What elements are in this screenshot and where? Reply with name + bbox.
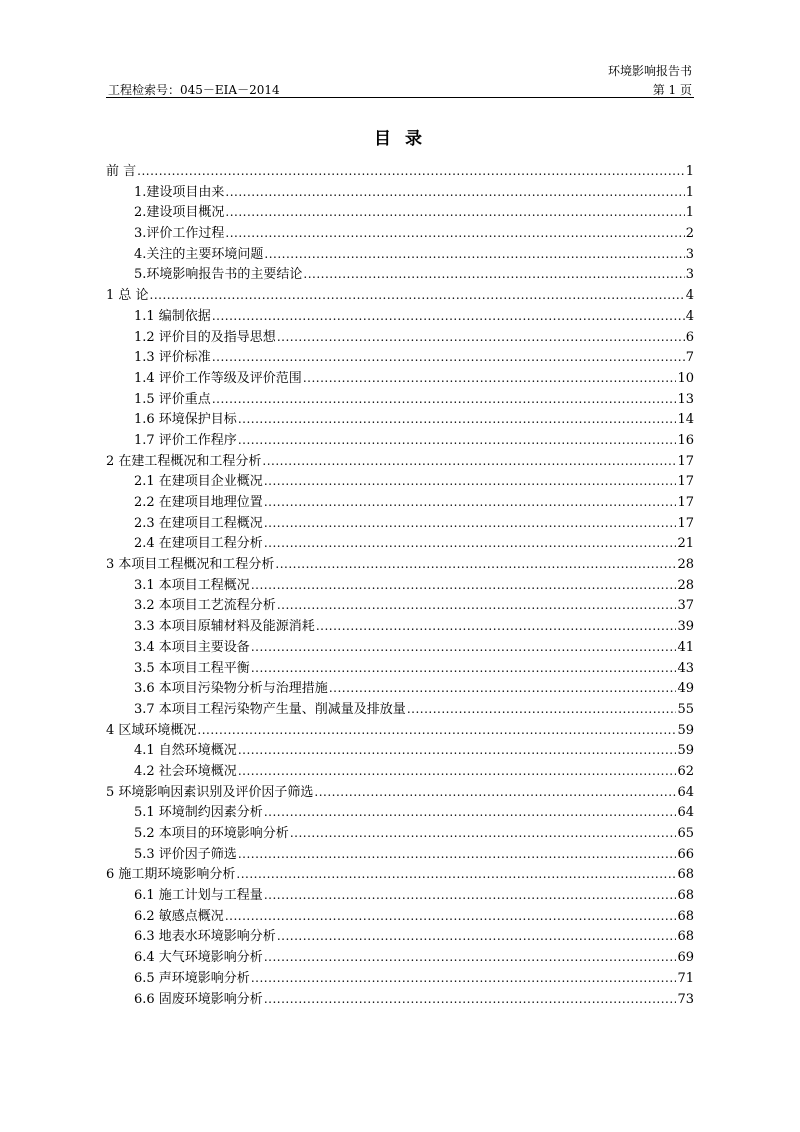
toc-entry-title: 6.3 地表水环境影响分析	[134, 929, 276, 945]
toc-dot-leader	[314, 782, 676, 803]
toc-entry-page: 41	[677, 639, 694, 655]
toc-entry-page: 68	[677, 867, 694, 883]
toc-entry-page: 14	[677, 412, 694, 428]
toc-dot-leader	[212, 347, 685, 368]
toc-dot-leader	[407, 699, 677, 720]
toc-entry-page: 13	[677, 391, 694, 407]
toc-entry-page: 7	[685, 350, 694, 366]
header-project-number: 工程检索号：045－EIA－2014	[108, 83, 280, 97]
toc-entry[interactable]	[106, 678, 694, 699]
toc-entry-title: 3.5 本项目工程平衡	[134, 660, 250, 676]
toc-entry[interactable]	[106, 182, 694, 203]
toc-dot-leader	[264, 492, 677, 513]
toc-entry-page: 64	[677, 784, 694, 800]
toc-entry-page: 28	[677, 557, 694, 573]
toc-entry[interactable]	[106, 740, 694, 761]
toc-dot-leader	[238, 409, 677, 430]
toc-entry[interactable]	[106, 947, 694, 968]
toc-entry-title: 1 总 论	[106, 288, 149, 304]
toc-dot-leader	[150, 285, 685, 306]
toc-entry-page: 2	[685, 226, 694, 242]
toc-entry-title: 4 区域环境概况	[106, 722, 197, 738]
toc-entry-page: 16	[677, 432, 694, 448]
toc-entry-page: 62	[677, 763, 694, 779]
toc-entry-page: 17	[677, 495, 694, 510]
toc-dot-leader	[225, 223, 684, 244]
toc-entry[interactable]	[106, 844, 694, 865]
toc-entry[interactable]	[106, 264, 694, 285]
toc-entry[interactable]	[106, 430, 694, 451]
toc-entry-page: 28	[677, 577, 694, 593]
toc-dot-leader	[329, 678, 677, 699]
toc-entry[interactable]	[106, 885, 694, 906]
toc-dot-leader	[238, 430, 677, 451]
toc-entry-page: 21	[677, 536, 694, 552]
toc-entry[interactable]	[106, 968, 694, 989]
toc-entry[interactable]	[106, 513, 694, 534]
toc-dot-leader	[238, 740, 677, 761]
toc-entry[interactable]	[106, 306, 694, 327]
toc-entry-page: 64	[677, 805, 694, 821]
toc-dot-leader	[264, 989, 677, 1010]
toc-entry-page: 55	[677, 701, 694, 717]
toc-entry-title: 2.4 在建项目工程分析	[134, 536, 263, 552]
toc-entry-page: 59	[677, 722, 694, 738]
toc-dot-leader	[277, 327, 685, 348]
toc-entry-title: 3.评价工作过程	[134, 226, 225, 242]
toc-entry[interactable]	[106, 554, 694, 575]
toc-entry-page: 3	[685, 246, 694, 262]
toc-entry-title: 1.3 评价标准	[134, 350, 211, 366]
toc-entry-title: 1.7 评价工作程序	[134, 432, 237, 448]
toc-dot-leader	[212, 306, 685, 327]
toc-entry[interactable]	[106, 616, 694, 637]
toc-dot-leader	[277, 926, 677, 947]
toc-entry-title: 1.2 评价目的及指导思想	[134, 329, 276, 345]
toc-dot-leader	[236, 864, 676, 885]
toc-entry-title: 1.5 评价重点	[134, 391, 211, 407]
toc-entry-title: 2.2 在建项目地理位置	[134, 495, 263, 510]
toc-entry-title: 1.4 评价工作等级及评价范围	[134, 370, 302, 386]
toc-entry-title: 4.2 社会环境概况	[134, 763, 237, 779]
toc-dot-leader	[264, 471, 677, 492]
toc-entry[interactable]	[106, 720, 694, 741]
toc-entry-title: 3.4 本项目主要设备	[134, 639, 250, 655]
toc-entry[interactable]	[106, 761, 694, 782]
toc-entry-page: 66	[677, 846, 694, 862]
toc-entry-title: 5.2 本项目的环境影响分析	[134, 826, 289, 841]
toc-entry[interactable]	[106, 637, 694, 658]
toc-dot-leader	[277, 595, 677, 616]
toc-entry-title: 5 环境影响因素识别及评价因子筛选	[106, 784, 314, 800]
toc-entry-title: 5.1 环境制约因素分析	[134, 805, 263, 821]
toc-entry[interactable]	[106, 782, 694, 803]
toc-entry-page: 6	[685, 329, 694, 345]
toc-dot-leader	[225, 202, 684, 223]
toc-entry-title: 4.关注的主要环境问题	[134, 246, 264, 262]
toc-dot-leader	[264, 513, 677, 534]
toc-dot-leader	[251, 575, 677, 596]
toc-entry[interactable]	[106, 658, 694, 679]
toc-entry-title: 6.2 敏感点概况	[134, 908, 224, 924]
page-title: 目 录	[374, 129, 426, 149]
toc-entry[interactable]	[106, 699, 694, 720]
toc-dot-leader	[303, 368, 677, 389]
toc-entry-title: 2.1 在建项目企业概况	[134, 474, 263, 490]
toc-entry-page: 73	[677, 991, 694, 1007]
toc-entry-page: 4	[685, 308, 694, 324]
toc-entry-title: 2.建设项目概况	[134, 205, 225, 221]
toc-entry-page: 68	[677, 908, 694, 924]
toc-dot-leader	[264, 885, 677, 906]
toc-dot-leader	[238, 844, 677, 865]
toc-dot-leader	[262, 451, 676, 472]
toc-entry-title: 3.1 本项目工程概况	[134, 577, 250, 593]
toc-entry[interactable]	[106, 533, 694, 554]
toc-entry-page: 68	[677, 888, 694, 904]
toc-entry-title: 1.6 环境保护目标	[134, 412, 237, 428]
toc-entry-title: 3.3 本项目原辅材料及能源消耗	[134, 619, 315, 635]
toc-entry[interactable]	[106, 906, 694, 927]
toc-entry[interactable]	[106, 471, 694, 492]
toc-entry-page: 39	[677, 619, 694, 635]
toc-dot-leader	[316, 616, 677, 637]
toc-entry-page: 69	[677, 950, 694, 966]
toc-dot-leader	[212, 389, 677, 410]
toc-entry[interactable]	[106, 327, 694, 348]
toc-entry-title: 3.7 本项目工程污染物产生量、削减量及排放量	[134, 701, 406, 717]
toc-dot-leader	[264, 533, 677, 554]
header-divider	[106, 97, 694, 98]
toc-entry-title: 6 施工期环境影响分析	[106, 867, 236, 883]
toc-entry[interactable]	[106, 864, 694, 885]
toc-dot-leader	[264, 802, 677, 823]
toc-entry-title: 4.1 自然环境概况	[134, 743, 237, 759]
toc-dot-leader	[251, 658, 677, 679]
toc-dot-leader	[251, 968, 677, 989]
toc-entry[interactable]	[106, 409, 694, 430]
toc-entry[interactable]	[106, 202, 694, 223]
toc-entry-page: 10	[677, 370, 694, 386]
toc-entry-title: 3.2 本项目工艺流程分析	[134, 598, 276, 614]
toc-entry[interactable]	[106, 244, 694, 265]
toc-entry-page: 65	[677, 826, 694, 841]
toc-entry-page: 4	[685, 288, 694, 304]
toc-dot-leader	[137, 161, 685, 182]
toc-entry-title: 6.1 施工计划与工程量	[134, 888, 263, 904]
toc-dot-leader	[197, 720, 676, 741]
toc-entry[interactable]	[106, 347, 694, 368]
toc-dot-leader	[225, 182, 684, 203]
toc-entry-title: 前 言	[106, 164, 137, 179]
toc-dot-leader	[275, 554, 676, 575]
toc-entry-page: 1	[685, 184, 694, 200]
toc-dot-leader	[264, 244, 684, 265]
toc-entry-page: 71	[677, 970, 694, 986]
toc-entry[interactable]	[106, 492, 694, 513]
toc-entry-page: 3	[685, 267, 694, 283]
toc-entry-title: 2 在建工程概况和工程分析	[106, 453, 262, 469]
toc-entry-title: 6.5 声环境影响分析	[134, 970, 250, 986]
table-of-contents	[106, 161, 694, 1009]
toc-entry-title: 3.6 本项目污染物分析与治理措施	[134, 681, 328, 697]
toc-entry[interactable]	[106, 161, 694, 182]
toc-entry-title: 5.3 评价因子筛选	[134, 846, 237, 862]
toc-entry[interactable]	[106, 595, 694, 616]
toc-entry[interactable]	[106, 989, 694, 1010]
toc-entry-page: 17	[677, 515, 694, 531]
toc-entry-page: 49	[677, 681, 694, 697]
toc-entry-title: 6.4 大气环境影响分析	[134, 950, 263, 966]
toc-entry-page: 17	[677, 453, 694, 469]
toc-dot-leader	[238, 761, 677, 782]
toc-entry-title: 2.3 在建项目工程概况	[134, 515, 263, 531]
toc-entry[interactable]	[106, 823, 694, 844]
toc-entry[interactable]	[106, 451, 694, 472]
toc-entry-title: 5.环境影响报告书的主要结论	[134, 267, 303, 283]
toc-dot-leader	[303, 264, 684, 285]
toc-dot-leader	[290, 823, 677, 844]
toc-entry-page: 68	[677, 929, 694, 945]
toc-entry[interactable]	[106, 223, 694, 244]
toc-dot-leader	[264, 947, 677, 968]
toc-entry[interactable]	[106, 802, 694, 823]
toc-dot-leader	[225, 906, 677, 927]
header-report-name: 环境影响报告书	[607, 64, 692, 78]
toc-entry-title: 6.6 固废环境影响分析	[134, 991, 263, 1007]
toc-entry-title: 1.1 编制依据	[134, 308, 211, 324]
toc-entry-page: 17	[677, 474, 694, 490]
toc-entry[interactable]	[106, 285, 694, 306]
toc-entry-page: 59	[677, 743, 694, 759]
toc-entry[interactable]	[106, 389, 694, 410]
toc-entry-page: 43	[677, 660, 694, 676]
toc-entry-page: 1	[685, 205, 694, 221]
toc-entry-page: 37	[677, 598, 694, 614]
toc-dot-leader	[251, 637, 677, 658]
toc-entry[interactable]	[106, 926, 694, 947]
toc-entry-title: 3 本项目工程概况和工程分析	[106, 557, 275, 573]
toc-entry-page: 1	[685, 164, 694, 179]
toc-entry[interactable]	[106, 575, 694, 596]
toc-entry-title: 1.建设项目由来	[134, 184, 225, 200]
toc-entry[interactable]	[106, 368, 694, 389]
header-page-number: 第 1 页	[652, 83, 692, 97]
